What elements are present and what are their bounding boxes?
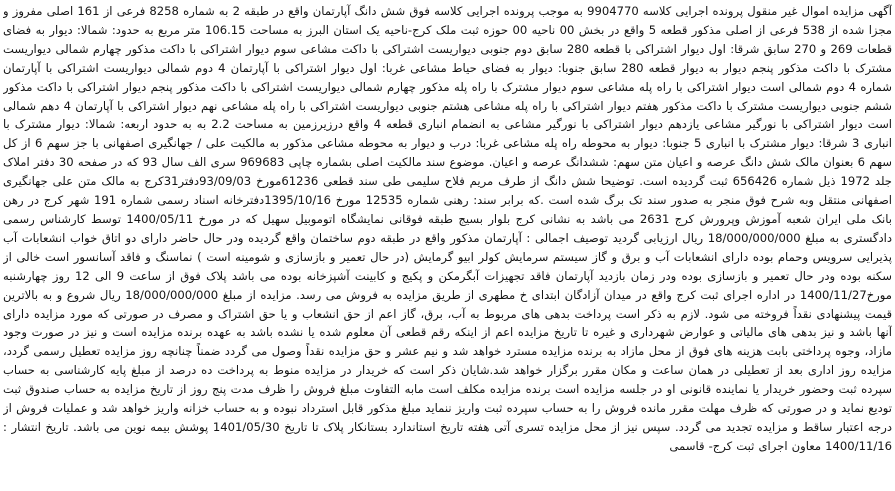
auction-notice-page [3,2,892,489]
auction-notice-text: آگهی مزایده اموال غیر منقول پرونده اجرایی کلاسه 9904770 به موجب پرونده اجرایی کلاسه فوق شش دانگ آپارتمان واقع در طبقه 2 به شماره 8258 فرعی از 161 اصلی مفروز و مجزا شده از 538 فرعی از اصلی مذکور قطعه 5 واقع در بخش 00 ناحیه 00 حوزه ثبت ملک کرج-ناحیه یک استان البرز به مساحت 106.15 متر مربع به حدود: شمالا: دیوار به فضای قطعات 269 و 270 سابق شرقا: اول دیوار اشتراکی با قطعه 280 سابق دوم جنوبی دیواریست اشتراکی با داکت مشاعی سوم دیوار اشتراکی با داکت مذکور چهارم شمالی دیواریست مشترک با داکت مذکور پنجم دیوار به دیوار قطعه 280 سابق جنوبا: دیوار به فضای حیاط مشاعی غربا: اول دیوار اشتراکی با آپارتمان 4 دوم شمالی دیواریست اشتراکی با آپارتمان شماره 4 دوم شمالی است دیوار اشتراکی با راه پله مشاعی سوم دیوار مشترک با راه پله مذکور چهارم شمالی دیواریست اشتراکی با داکت مذکور پنجم دیوار اشتراکی با داکت مذکور ششم جنوبی دیواریست مشترک با داکت مذکور هفتم دیوار اشتراکی با راه پله مشاعی هشتم جنوبی دیواریست اشتراکی با راه پله مشاعی نهم دیوار اشتراکی با آپارتمان 4 دهم شمالی است دیوار اشتراکی با نورگیر مشاعی یازدهم دیوار اشتراکی با نورگیر مشاعی به انضمام انباری قطعه 4 واقع درزیرزمین به مساحت 2.2 به به حدود اربعه: شمالا: دیوار مشترک با انباری 3 شرقا: دیوار مشترک با انباری 5 جنوبا: دیوار به محوطه راه پله مشاعی غربا: درب و دیوار به محوطه مشاعی مذکور به مالکیت علی / جهانگیری اصفهانی با جز سهم 6 از کل سهم 6 بعنوان مالک شش دانگ عرصه و اعیان متن سهم: ششدانگ عرصه و اعیان. موضوع سند مالکیت اصلی بشماره چاپی 969683 سری الف سال 93 که در صفحه 30 دفتر املاک جلد 1972 ذیل شماره 656426 ثبت گردیده است. توضیحا شش دانگ از طرف مریم فلاح سلیمی طی سند قطعی 61236مورخ 93/09/03دفتر31کرج به مالک متن علی جهانگیری اصفهانی منتقل وبه شرح فوق منجر به صدور سند تک برگ شده است .که برابر سند: رهنی شماره 12535 مورخ 1395/10/16دفترخانه اسناد رسمی شماره 191 شهر کرج در رهن بانک ملی ایران شعبه آموزش وپرورش کرج 2631 می باشد به نشانی کرج بلوار بسیج طبقه فوقانی نمایشگاه اتوموبیل سهیل که در مورخ 1400/05/11 توسط کارشناس رسمی دادگستری به مبلغ 18/000/000/000 ریال ارزیابی گردید توصیف اجمالی : آپارتمان مذکور واقع در طبقه دوم ساختمان واقع گردیده ودر حال حاضر دارای دو اتاق خواب انشعابات آب پذیرایی سرویس وحمام بوده دارای انشعابات آب و برق و گاز سیستم سرمایش کولر ابیو گرمایش (در حال تعمیر و بازسازی و شومینه است ) نماسنگ و فاقد آسانسور است خالی از سکنه بوده ودر حال تعمیر و بازسازی بوده ودر زمان بازدید آپارتمان فاقد تجهیزات آبگرمکن و پکیج و کابینت آشپزخانه بوده می باشد پلاک فوق از ساعت 9 الی 12 روز چهارشنبه مورخ1400/11/27 در اداره اجرای ثبت کرج واقع در میدان آزادگان ابتدای خ مطهری از طریق مزایده به فروش می رسد. مزایده از مبلغ 18/000/000/000 ریال شروع و به بالاترین قیمت پیشنهادی نقداً فروخته می شود. لازم به ذکر است پرداخت بدهی های مربوط به آب، برق، گاز اعم از حق انشعاب و یا حق اشتراک و مصرف در صورتی که مورد مزایده دارای آنها باشد و نیز بدهی های مالیاتی و عوارض شهرداری و غیره تا تاریخ مزایده اعم از اینکه رقم قطعی آن معلوم شده یا نشده باشد به عهده برنده مزایده است و نیز در صورت وجود مازاد، وجوه پرداختی بابت هزینه های فوق از محل مازاد به برنده مزایده مسترد خواهد شد و نیم عشر و حق مزایده نقداً وصول می گردد ضمناً چنانچه روز مزایده تعطیل رسمی گردد، مزایده روز اداری بعد از تعطیلی در همان ساعت و مکان مقرر برگزار خواهد شد.شایان ذکر است که خریدار در مزایده منوط به پرداخت ده درصد از مبلغ پایه کارشناسی به حساب سپرده ثبت وحضور خریدار یا نماینده قانونی او در جلسه مزایده است برنده مزایده مکلف است مابه التفاوت مبلغ فروش را ظرف مدت پنج روز از تاریخ مزایده به حساب صندوق ثبت تودیع نماید و در صورتی که ظرف مهلت مقرر مانده فروش را به حساب سپرده ثبت واریز ننماید مبلغ مذکور قابل استرداد نبوده و به حساب خزانه واریز خواهد شد و عملیات فروش از درجه اعتبار ساقط و مزایده تجدید می گردد. سپس نیز از محل مزایده تسری آتی هفته تاریخ استاندارد بستانکار پلاک تا تاریخ 1401/05/30 پوشش بیمه نوین می باشد. تاریخ انتشار : 1400/11/16 معاون اجرای ثبت کرج- قاسمی [3,4,892,453]
